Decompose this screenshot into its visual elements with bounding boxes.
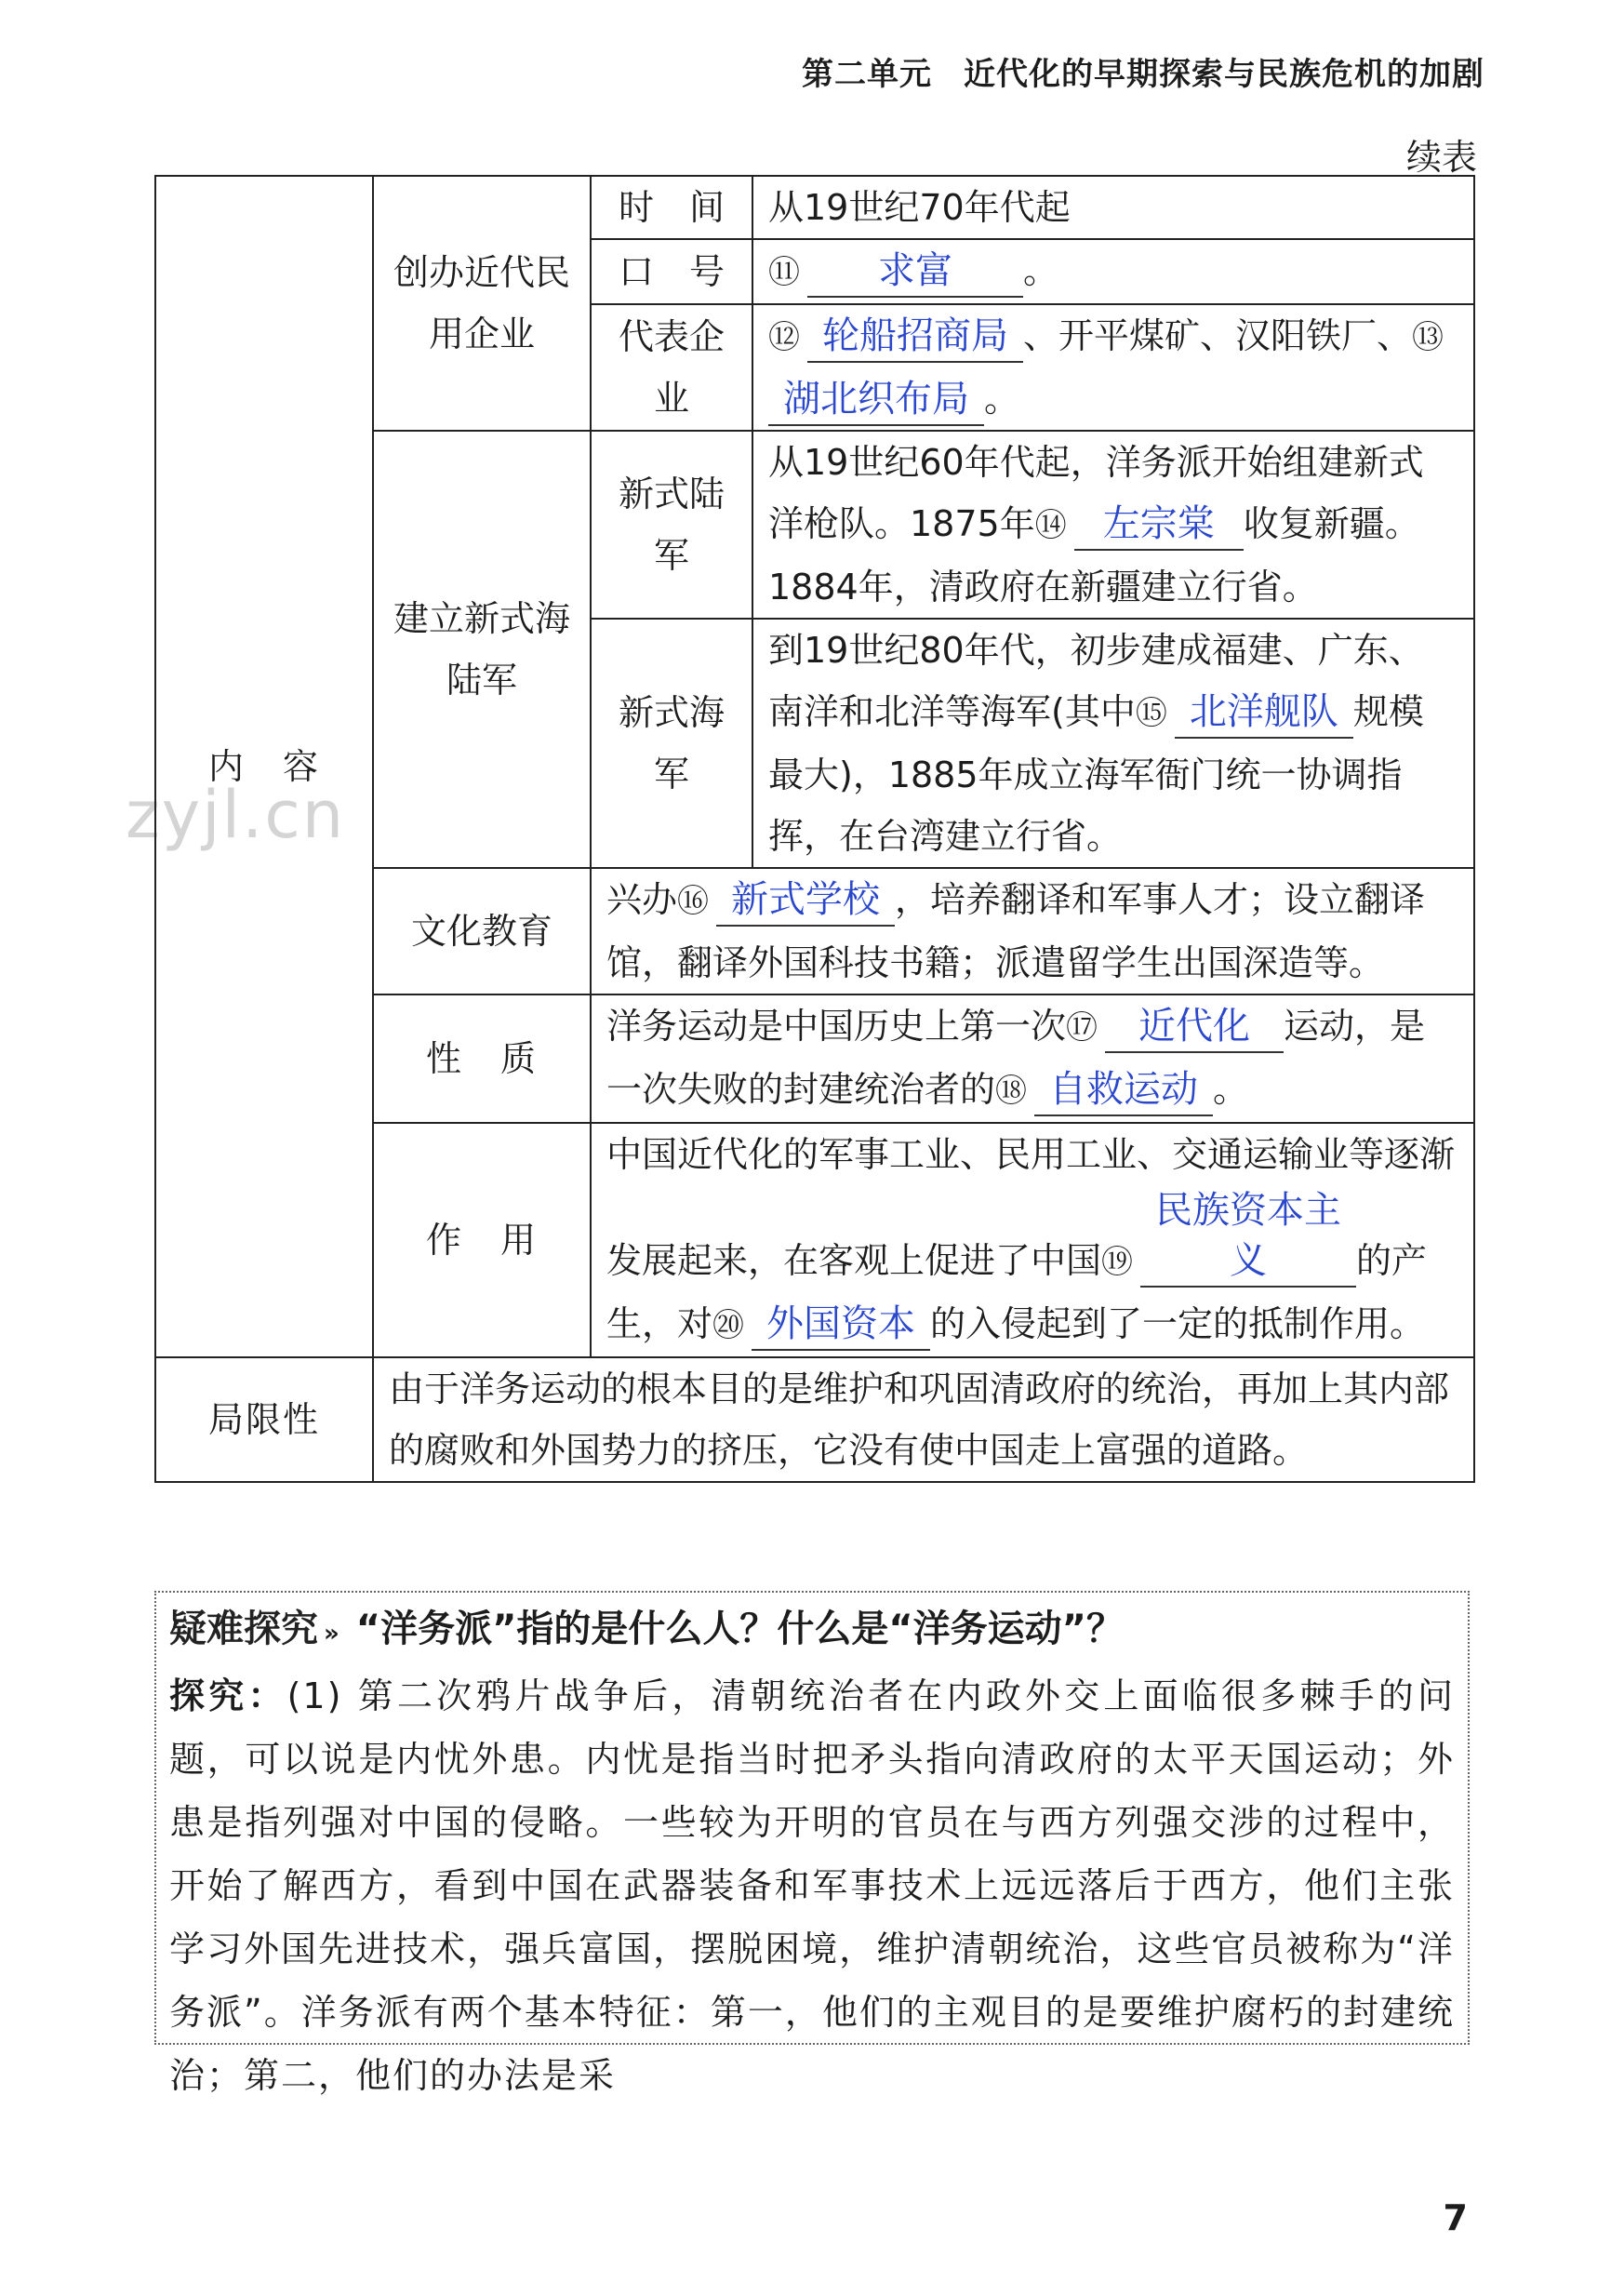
inquiry-question: “洋务派”指的是什么人？什么是“洋务运动”？ [355, 1608, 1124, 1650]
answer-blank: 左宗棠 [1074, 499, 1244, 551]
text: 规模最大)，1885年成立海军衙门统一协调指挥，在台湾建立行省。 [768, 691, 1424, 857]
text: 洋务运动是中国历史上第一次 [606, 1006, 1067, 1047]
answer-blank: 自救运动 [1034, 1064, 1213, 1116]
text: 收复新疆。1884年，清政府在新疆建立行省。 [768, 503, 1420, 607]
answer-blank: 新式学校 [716, 874, 895, 927]
blank-number: ⑯ [677, 883, 710, 920]
answer-blank: 民族资本主义 [1140, 1185, 1356, 1288]
inquiry-text: (1) 第二次鸦片战争后，清朝统治者在内政外交上面临很多棘手的问题，可以说是内忧外患。内忧是指当时把矛头指向清政府的太平天国运动；外患是指列强对中国的侵略。一些较为开明的官员在与西方列强交涉的过程中，开始了解西方，看到中国在武器装备和军事技术上远远落后于西方，他们主张学习外国先进技术，强兵富国，摆脱困境，维护清朝统治，这些官员被称为“洋务派”。洋务派有两个基本特征：第一，他们的主观目的是要维护腐朽的封建统治；第二，他们的办法是采 [169, 1675, 1455, 2096]
effect-cell [591, 1123, 1474, 1357]
page-number: 7 [1443, 2197, 1468, 2238]
text: 从19世纪60年代起，洋务派开始组建新式洋枪队。1875年 [768, 442, 1424, 544]
slogan-cell [752, 239, 1474, 304]
inquiry-tag: 疑难探究 [169, 1608, 318, 1650]
army-label: 新式陆军 [591, 431, 752, 619]
answer-blank: 北洋舰队 [1175, 687, 1353, 739]
navy-cell [752, 619, 1474, 868]
military-label: 建立新式海陆军 [373, 431, 591, 868]
limitation-text: 由于洋务运动的根本目的是维护和巩固清政府的统治，再加上其内部的腐败和外国势力的挤压，它没有使中国走上富强的道路。 [373, 1357, 1474, 1482]
slogan-label: 口 号 [591, 239, 752, 304]
blank-number: ⑬ [1412, 319, 1444, 356]
blank-number: ⑭ [1034, 507, 1067, 544]
section-content-label: 内 容 [155, 176, 373, 1357]
army-cell [752, 431, 1474, 619]
text: 的产生，对 [606, 1240, 1428, 1344]
navy-label: 新式海军 [591, 619, 752, 868]
page-header [802, 48, 1484, 94]
time-label: 时 间 [591, 176, 752, 239]
minyong-label: 创办近代民用企业 [373, 176, 591, 431]
summary-table [154, 175, 1475, 1483]
blank-number: ⑪ [768, 254, 800, 291]
text: 中国近代化的军事工业、民用工业、交通运输业等逐渐发展起来，在客观上促进了中国 [606, 1134, 1456, 1281]
text: 运动，是一次失败的封建统治者的 [606, 1006, 1426, 1110]
punct: 。 [1023, 250, 1059, 291]
unit-label: 第二单元 [802, 56, 932, 93]
text: ，培养翻译和军事人才；设立翻译馆，翻译外国科技书籍；派遣留学生出国深造等。 [606, 879, 1426, 983]
blank-number: ⑫ [768, 319, 800, 356]
watermark: zyjl.cn [126, 777, 346, 853]
limitation-label: 局限性 [155, 1357, 373, 1482]
text: 的入侵起到了一定的抵制作用。 [930, 1303, 1426, 1344]
rep-label: 代表企业 [591, 304, 752, 431]
answer-blank: 求富 [807, 246, 1023, 298]
blank-number: ⑱ [995, 1073, 1028, 1110]
text: 、开平煤矿、汉阳铁厂、 [1023, 315, 1413, 356]
blank-number: ⑰ [1066, 1009, 1098, 1047]
inquiry-box [154, 1591, 1470, 2096]
answer-blank: 近代化 [1105, 1001, 1284, 1053]
effect-label: 作 用 [373, 1123, 591, 1357]
text: 到19世纪80年代，初步建成福建、广东、南洋和北洋等海军(其中 [768, 630, 1424, 732]
education-cell [591, 868, 1474, 994]
double-arrow-icon: » [324, 1620, 339, 1648]
answer-blank: 外国资本 [752, 1299, 930, 1351]
nature-label: 性 质 [373, 994, 591, 1123]
text: 兴办 [606, 879, 678, 920]
unit-title: 近代化的早期探索与民族危机的加剧 [964, 56, 1484, 93]
inquiry-body [169, 1664, 1455, 2107]
inquiry-title [169, 1598, 1455, 1664]
time-value: 从19世纪70年代起 [752, 176, 1474, 239]
inquiry-label: 探究： [169, 1675, 287, 1716]
blank-number: ⑳ [712, 1307, 745, 1344]
punct: 。 [1213, 1069, 1249, 1110]
answer-blank: 湖北织布局 [768, 374, 984, 426]
nature-cell [591, 994, 1474, 1123]
continued-label: 续表 [1405, 137, 1477, 178]
punct: 。 [984, 379, 1020, 420]
rep-cell [752, 304, 1474, 431]
blank-number: ⑮ [1135, 695, 1167, 732]
blank-number: ⑲ [1101, 1244, 1134, 1281]
education-label: 文化教育 [373, 868, 591, 994]
answer-blank: 轮船招商局 [807, 311, 1023, 363]
